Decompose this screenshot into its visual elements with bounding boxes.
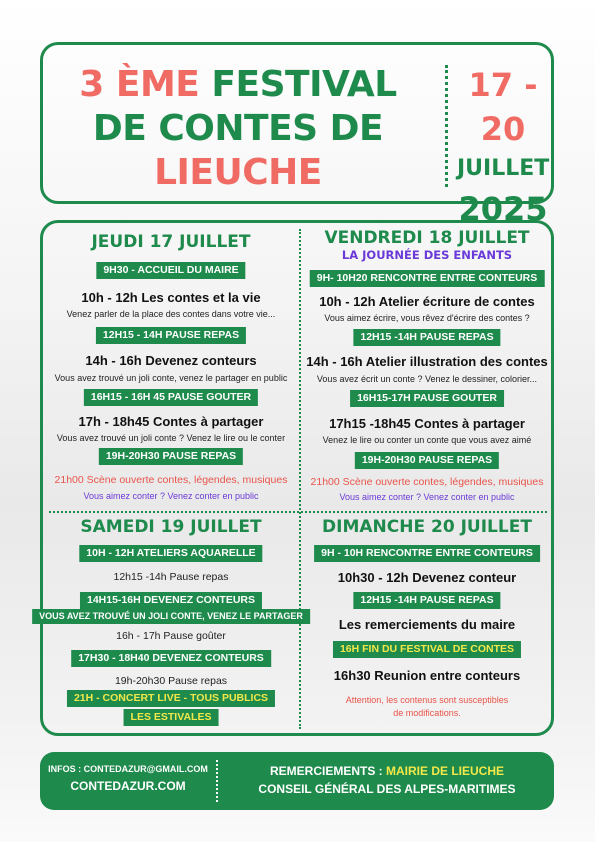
date-range: 17 - 20 <box>468 66 538 148</box>
saturday-tag-workshop: 10H - 12H ATELIERS AQUARELLE <box>79 545 262 562</box>
festival-dates <box>457 63 549 231</box>
footer-banner <box>40 752 554 810</box>
thursday-item-3: 17h - 18h45 Contes à partager <box>78 414 264 429</box>
saturday-title: SAMEDI 19 JUILLET <box>80 517 262 537</box>
saturday-tag-estivales: LES ESTIVALES <box>124 709 219 726</box>
thursday-tag-snack: 16H15 - 16H 45 PAUSE GOUTER <box>84 389 258 406</box>
saturday-line-dinner: 19h-20h30 Pause repas <box>114 675 228 687</box>
title-line-3: LIEUCHE <box>154 152 322 193</box>
date-month: JUILLET <box>457 156 550 181</box>
friday-item-3: 17h15 -18h45 Contes à partager <box>329 416 525 431</box>
sunday-title: DIMANCHE 20 JUILLET <box>322 517 532 537</box>
thursday-title: JEUDI 17 JUILLET <box>91 232 251 252</box>
header-divider <box>445 65 448 187</box>
footer-divider <box>216 760 218 802</box>
title-edition: 3 ÈME <box>79 64 200 105</box>
friday-evening: 21h00 Scène ouverte contes, légendes, musiques <box>310 476 544 488</box>
footer-thanks <box>220 764 554 778</box>
footer-council: CONSEIL GÉNÉRAL DES ALPES-MARITIMES <box>258 782 516 796</box>
sunday-tag-lunch: 12H15 -14H PAUSE REPAS <box>353 592 500 609</box>
friday-tag-dinner: 19H-20H30 PAUSE REPAS <box>355 452 499 469</box>
footer-thanks-label: REMERCIEMENTS : <box>269 764 386 778</box>
thursday-tag-welcome: 9H30 - ACCUEIL DU MAIRE <box>96 262 245 279</box>
thursday-item-2: 14h - 16h Devenez conteurs <box>85 353 257 368</box>
sunday-item-1: 10h30 - 12h Devenez conteur <box>337 570 517 585</box>
friday-tag-meeting: 9H- 10H20 RENCONTRE ENTRE CONTEURS <box>310 270 545 287</box>
footer-website-link[interactable]: CONTEDAZUR.COM <box>70 779 186 793</box>
friday-subtitle: LA JOURNÉE DES ENFANTS <box>341 248 513 262</box>
saturday-tag-concert: 21H - CONCERT LIVE - TOUS PUBLICS <box>67 690 275 707</box>
festival-title <box>57 63 419 195</box>
friday-tag-snack: 16H15-17H PAUSE GOUTER <box>350 390 504 407</box>
footer-contact-email[interactable]: INFOS : CONTEDAZUR@GMAIL.COM <box>48 764 208 774</box>
friday-desc-1: Vous aimez écrire, vous rêvez d'écrire des contes ? <box>324 313 530 323</box>
thursday-schedule <box>43 223 299 511</box>
thursday-tag-dinner: 19H-20H30 PAUSE REPAS <box>99 448 243 465</box>
thursday-item-1: 10h - 12h Les contes et la vie <box>81 290 261 305</box>
header-panel <box>40 42 554 228</box>
sunday-note: Attention, les contenus sont susceptibles de modifications. <box>345 695 509 718</box>
sunday-schedule <box>301 513 553 735</box>
saturday-tag-storytellers-sub: VOUS AVEZ TROUVÉ UN JOLI CONTE, VENEZ LE PARTAGER <box>32 609 310 624</box>
saturday-schedule <box>39 513 303 735</box>
footer-thanks-mairie: MAIRIE DE LIEUCHE <box>386 764 505 778</box>
friday-item-1: 10h - 12h Atelier écriture de contes <box>319 294 535 309</box>
title-line-2: DE CONTES DE <box>92 108 384 149</box>
title-festival-word: FESTIVAL <box>211 64 397 105</box>
friday-tag-lunch: 12H15 -14H PAUSE REPAS <box>353 329 500 346</box>
friday-desc-3: Venez le lire ou conter un conte que vous avez aimé <box>322 435 532 445</box>
thursday-evening: 21h00 Scène ouverte contes, légendes, musiques <box>54 474 288 486</box>
thursday-desc-3: Vous avez trouvé un joli conte ? Venez le lire ou le conter <box>56 433 286 443</box>
date-year: 2025 <box>458 190 548 228</box>
sunday-tag-meeting: 9H - 10H RENCONTRE ENTRE CONTEURS <box>314 545 540 562</box>
sunday-item-3: 16h30 Reunion entre conteurs <box>333 668 521 683</box>
thursday-desc-1: Venez parler de la place des contes dans votre vie... <box>66 309 276 319</box>
friday-title: VENDREDI 18 JUILLET <box>324 228 530 248</box>
thursday-tag-lunch: 12H15 - 14H PAUSE REPAS <box>96 327 246 344</box>
saturday-line-snack: 16h - 17h Pause goûter <box>116 630 226 642</box>
saturday-tag-storytellers: 14H15-16H DEVENEZ CONTEURS <box>80 592 262 609</box>
saturday-tag-storytellers-2: 17H30 - 18H40 DEVENEZ CONTEURS <box>71 650 271 667</box>
sunday-item-2: Les remerciements du maire <box>338 617 516 632</box>
friday-desc-2: Vous avez écrit un conte ? Venez le dessiner, colorier... <box>316 374 538 384</box>
friday-schedule <box>301 223 553 511</box>
thursday-desc-2: Vous avez trouvé un joli conte, venez le partager en public <box>54 373 288 383</box>
thursday-evening-desc: Vous aimez conter ? Venez conter en public <box>83 491 259 501</box>
friday-item-2: 14h - 16h Atelier illustration des contes <box>306 354 548 369</box>
sunday-tag-end: 16H FIN DU FESTIVAL DE CONTES <box>333 641 521 658</box>
friday-evening-desc: Vous aimez conter ? Venez conter en public <box>339 492 515 502</box>
program-panel <box>40 220 554 736</box>
saturday-line-lunch: 12h15 -14h Pause repas <box>113 571 229 583</box>
